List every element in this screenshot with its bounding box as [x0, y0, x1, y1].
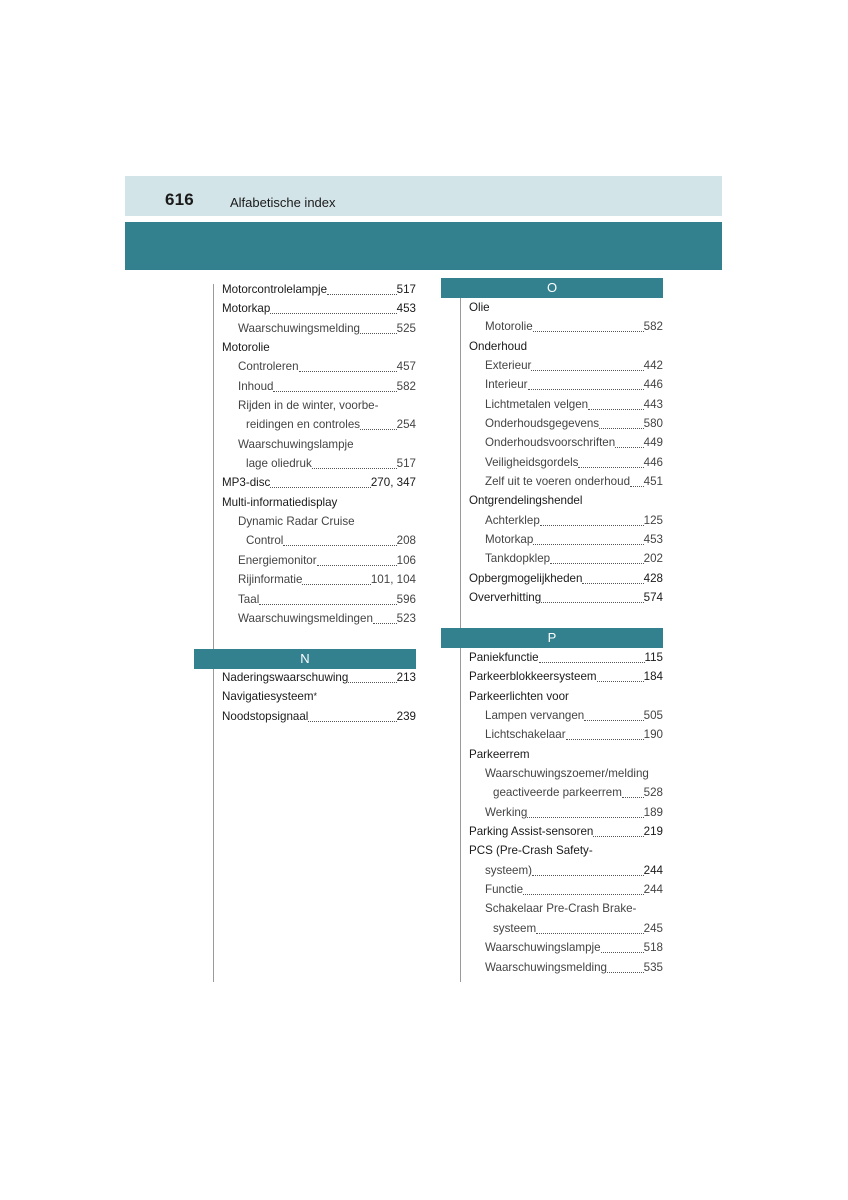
leader-dots: [584, 701, 643, 721]
index-entry-page: 596: [396, 592, 416, 606]
header-accent-band: [125, 222, 722, 270]
index-entry-text: Parkeerblokkeersysteem: [469, 670, 597, 684]
leader-dots: [523, 875, 644, 895]
index-entry-text: reidingen en controles: [246, 418, 361, 432]
leader-dots: [360, 410, 397, 430]
index-entry-text: Naderingswaarschuwing: [222, 671, 349, 684]
index-entry-text: Oververhitting: [469, 591, 542, 605]
index-entry-text: Multi-informatiedisplay: [222, 495, 338, 509]
index-entry-text: Veiligheidsgordels: [485, 455, 579, 469]
leader-dots: [541, 583, 643, 603]
index-entry-text: Taal: [238, 592, 260, 606]
index-entry: [222, 668, 416, 687]
index-entry-text: Dynamic Radar Cruise: [238, 515, 355, 529]
index-entry-page: 446: [643, 455, 663, 469]
index-entry-text: Control: [246, 534, 284, 548]
index-entry-text: Waarschuwingslampje: [485, 941, 601, 955]
p-entry-list: [469, 648, 663, 977]
index-entry: [222, 415, 416, 434]
index-entry: [469, 880, 663, 899]
leader-dots: [348, 663, 396, 683]
index-entry-page: 115: [644, 651, 663, 664]
letter-header-p: P: [441, 628, 663, 648]
index-entry: [469, 745, 663, 764]
index-entry-text: Controleren: [238, 360, 299, 374]
leader-dots: [273, 372, 396, 392]
index-entry-text: Waarschuwingslampje: [238, 437, 354, 451]
index-entry-text: Paniekfunctie: [469, 651, 539, 664]
index-entry: [469, 725, 663, 744]
index-entry-page: 190: [643, 728, 663, 742]
index-entry-text: geactiveerde parkeerrem: [493, 786, 622, 800]
index-entry: [469, 317, 663, 336]
letter-header-n: N: [194, 649, 416, 669]
index-entry: [469, 667, 663, 686]
index-entry-page: 451: [643, 475, 663, 489]
index-entry-text: Parkeerrem: [469, 747, 530, 761]
leader-dots: [317, 546, 397, 566]
index-entry-text: Parkeerlichten voor: [469, 689, 569, 703]
index-entry-page: 528: [643, 786, 663, 800]
index-entry-text: systeem): [485, 863, 533, 877]
index-entry-page: 505: [643, 709, 663, 723]
leader-dots: [527, 798, 643, 818]
index-entry-text: Waarschuwingsmeldingen: [238, 611, 373, 625]
index-entry-page: 580: [643, 417, 663, 431]
leader-dots: [259, 585, 396, 605]
right-index-column: [460, 278, 663, 982]
index-entry-text: systeem: [493, 921, 537, 935]
index-entry-page: 453: [643, 533, 663, 547]
index-entry-page: 219: [643, 825, 663, 839]
leader-dots: [373, 604, 397, 624]
index-entry-page: 270, 347: [370, 476, 416, 490]
index-entry-text: Waarschuwingsmelding: [485, 960, 608, 974]
index-entry-text: Noodstopsignaal: [222, 709, 309, 723]
index-entry-page: 582: [396, 379, 416, 393]
index-entry-page: 582: [643, 320, 663, 334]
leader-dots: [327, 275, 397, 295]
section-title: Alfabetische index: [230, 195, 336, 210]
index-entry-text: Motorolie: [485, 320, 533, 334]
index-entry-page: 254: [396, 418, 416, 432]
index-entry-text: Motorkap: [485, 533, 534, 547]
index-entry: [222, 377, 416, 396]
index-entry-page: 535: [643, 960, 663, 974]
index-entry-page: 517: [396, 457, 416, 471]
index-entry-text: Navigatiesysteem: [222, 690, 314, 704]
leader-dots: [599, 409, 644, 429]
index-entry-page: 457: [396, 360, 416, 374]
leader-dots: [578, 448, 643, 468]
index-entry-text: Werking: [485, 805, 528, 819]
index-entry-text: Onderhoudsvoorschriften: [485, 436, 616, 450]
index-entry-text: Waarschuwingszoemer/melding: [485, 767, 649, 781]
leader-dots: [360, 314, 397, 334]
index-entry-text: MP3-disc: [222, 476, 271, 490]
leader-dots: [312, 449, 397, 469]
index-entry-text: Lichtschakelaar: [485, 728, 566, 742]
index-entry-text: Opbergmogelijkheden: [469, 571, 583, 585]
index-entry-page: 189: [643, 805, 663, 819]
leader-dots: [536, 914, 643, 934]
leader-dots: [550, 544, 644, 564]
index-entry-text: Motorkap: [222, 302, 271, 316]
index-entry-text: Lichtmetalen velgen: [485, 397, 589, 411]
leader-dots: [566, 720, 644, 740]
leader-dots: [582, 564, 643, 584]
index-entry: [469, 822, 663, 841]
leader-dots: [593, 817, 643, 837]
index-entry-page: 443: [643, 397, 663, 411]
index-entry-text: Zelf uit te voeren onderhoud: [485, 475, 631, 489]
leader-dots: [539, 643, 645, 663]
n-entry-list: [222, 668, 416, 726]
leader-dots: [270, 294, 396, 314]
index-entry-page: 523: [396, 611, 416, 625]
index-entry-text: Achterklep: [485, 513, 540, 527]
index-entry-text: Olie: [469, 301, 490, 314]
index-entry-page: 442: [643, 359, 663, 373]
header-band: [125, 176, 722, 216]
leader-dots: [588, 390, 644, 410]
leader-dots: [615, 428, 643, 448]
index-entry-page: 184: [643, 670, 663, 684]
index-entry: [222, 319, 416, 338]
index-entry-text: Interieur: [485, 378, 528, 392]
index-entry-text: Tankdopklep: [485, 552, 551, 566]
index-entry-page: 202: [643, 552, 663, 566]
index-entry: [222, 707, 416, 726]
index-entry-page: 449: [643, 436, 663, 450]
leader-dots: [622, 778, 644, 798]
letter-header-o: O: [441, 278, 663, 298]
index-entry-page: 446: [643, 378, 663, 392]
index-entry: [469, 472, 663, 491]
index-entry-page: 208: [396, 534, 416, 548]
index-entry-page: 244: [643, 863, 663, 877]
index-entry-page: 428: [643, 571, 663, 585]
footnote-mark: *: [313, 691, 318, 702]
leader-dots: [283, 526, 396, 546]
index-entry-text: Ontgrendelingshendel: [469, 494, 583, 508]
left-index-column: [213, 284, 416, 982]
index-entry-text: Inhoud: [238, 379, 274, 393]
index-entry-text: Rijden in de winter, voorbe-: [238, 399, 379, 413]
leader-dots: [532, 856, 644, 876]
index-entry-page: 213: [396, 671, 416, 684]
o-entry-list: [469, 298, 663, 608]
index-entry-text: Waarschuwingsmelding: [238, 321, 361, 335]
index-entry-page: 574: [643, 591, 663, 605]
index-entry-text: Exterieur: [485, 359, 532, 373]
index-entry-page: 525: [396, 321, 416, 335]
index-entry-page: 101, 104: [370, 573, 416, 587]
leader-dots: [540, 506, 644, 526]
leader-dots: [528, 370, 644, 390]
index-entry-text: Schakelaar Pre-Crash Brake-: [485, 902, 637, 916]
index-entry-text: Lampen vervangen: [485, 709, 585, 723]
index-entry-text: Parking Assist-sensoren: [469, 825, 594, 839]
left-entry-list: [222, 280, 416, 628]
index-entry-text: Onderhoudsgegevens: [485, 417, 600, 431]
leader-dots: [533, 312, 644, 332]
leader-dots: [299, 352, 397, 372]
index-entry: [469, 588, 663, 607]
index-entry-page: 453: [396, 302, 416, 316]
index-entry-text: Functie: [485, 883, 524, 897]
index-entry-page: 244: [643, 883, 663, 897]
index-entry-text: PCS (Pre-Crash Safety-: [469, 844, 593, 858]
leader-dots: [607, 953, 644, 973]
leader-dots: [270, 468, 371, 488]
index-entry-text: Rijinformatie: [238, 573, 303, 587]
index-entry-page: 106: [396, 553, 416, 567]
leader-dots: [308, 702, 396, 722]
leader-dots: [597, 662, 644, 682]
index-entry: [222, 493, 416, 512]
index-entry: [222, 473, 416, 492]
page-number: 616: [165, 190, 194, 209]
leader-dots: [302, 565, 370, 585]
index-entry-text: lage oliedruk: [246, 457, 312, 471]
index-entry-page: 518: [643, 941, 663, 955]
index-entry-text: Motorolie: [222, 341, 270, 355]
index-entry-page: 239: [396, 709, 416, 723]
index-entry: [222, 609, 416, 628]
leader-dots: [601, 933, 644, 953]
index-entry-text: Energiemonitor: [238, 553, 317, 567]
index-entry-text: Onderhoud: [469, 339, 528, 353]
index-entry-page: 245: [643, 921, 663, 935]
index-entry-page: 517: [396, 283, 416, 296]
leader-dots: [630, 467, 644, 487]
index-entry: [469, 958, 663, 977]
index-entry-page: 125: [643, 513, 663, 527]
index-entry-text: Motorcontrolelampje: [222, 283, 328, 296]
leader-dots: [533, 525, 643, 545]
leader-dots: [531, 351, 643, 371]
